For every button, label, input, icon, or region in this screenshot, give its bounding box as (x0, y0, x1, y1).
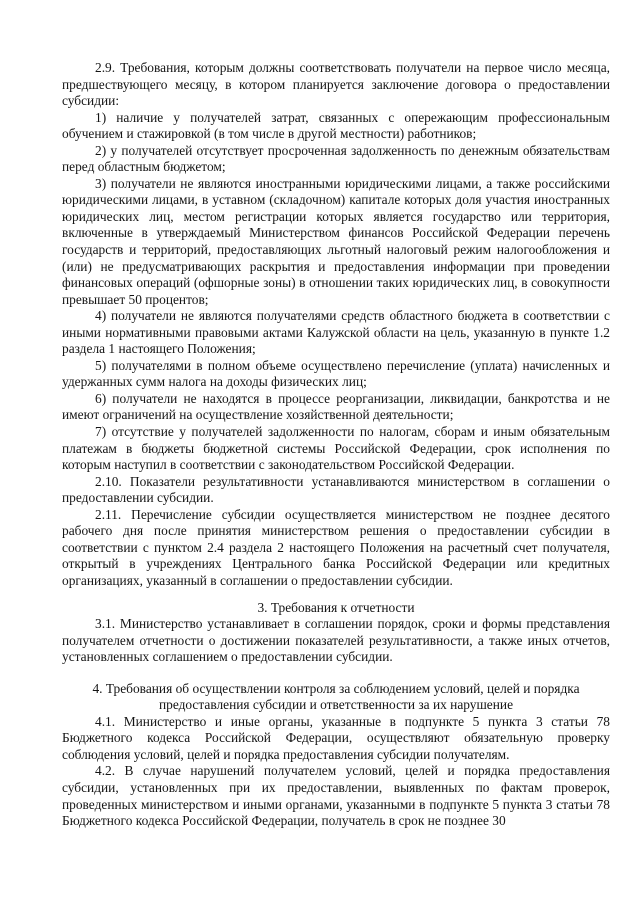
section-spacer (62, 666, 610, 681)
section-spacer (62, 590, 610, 600)
paragraph-2-9-item-6: 6) получатели не находятся в процессе реорганизации, ликвидации, банкротства и не имеют ограничений на осуществление хозяйственной деятельности; (62, 390, 610, 423)
paragraph-2-9-item-3: 3) получатели не являются иностранными юридическими лицами, а также российскими юридическими лицами, в уставном (складочном) капитале которых доля участия иностранных юридических лиц, местом регистрации которых является государство или территория, включенные в утверждаемый Министерством финансов Российской Федерации перечень государств и территорий, предоставляющих льготный налоговый режим налогообложения и (или) не предусматривающих раскрытия и предоставления информации при проведении финансовых операций (офшорные зоны) в отношении таких юридических лиц, в совокупности превышает 50 процентов; (62, 175, 610, 307)
paragraph-2-9-item-5: 5) получателями в полном объеме осуществлено перечисление (уплата) начисленных и удержанных сумм налога на доходы физических лиц; (62, 357, 610, 390)
paragraph-2-9-item-4: 4) получатели не являются получателями средств областного бюджета в соответствии с иными нормативными правовыми актами Калужской области на цель, указанную в пункте 1.2 раздела 1 настоящего Положения; (62, 308, 610, 357)
paragraph-2-10: 2.10. Показатели результативности устанавливаются министерством в соглашении о предоставлении субсидии. (62, 473, 610, 506)
paragraph-4-2: 4.2. В случае нарушений получателем условий, целей и порядка предоставления субсидии, установленных при их предоставлении, выявленных по фактам проверок, проведенных министерством и иными органами, указанными в подпункте 5 пункта 3 статьи 78 Бюджетного кодекса Российской Федерации, получатель в срок не позднее 30 (62, 763, 610, 829)
paragraph-2-9: 2.9. Требования, которым должны соответствовать получатели на первое число месяца, предшествующего месяцу, в котором планируется заключение договора о предоставлении субсидии: (62, 60, 610, 109)
paragraph-2-9-item-7: 7) отсутствие у получателей задолженности по налогам, сборам и иным обязательным платежам в бюджеты бюджетной системы Российской Федерации, срок исполнения по которым наступил в соответствии с законодательством Российской Федерации. (62, 424, 610, 473)
section-3-heading: 3. Требования к отчетности (257, 599, 415, 615)
paragraph-2-11: 2.11. Перечисление субсидии осуществляется министерством не позднее десятого рабочего дня после принятия министерством решения о предоставлении субсидии в соответствии с пунктом 2.4 раздела 2 настоящего Положения на расчетный счет получателя, открытый в учреждениях Центрального банка Российской Федерации или кредитных организациях, указанный в соглашении о предоставлении субсидии. (62, 506, 610, 588)
paragraph-2-9-item-2: 2) у получателей отсутствует просроченная задолженность по денежным обязательствам перед областным бюджетом; (62, 142, 610, 175)
document-page (62, 60, 610, 830)
section-4-heading: 4. Требования об осуществлении контроля за соблюдением условий, целей и порядка предоставления субсидии и ответственности за их нарушение (92, 680, 580, 713)
paragraph-2-9-item-1: 1) наличие у получателей затрат, связанных с опережающим профессиональным обучением и стажировкой (в том числе в другой местности) работников; (62, 109, 610, 142)
paragraph-4-1: 4.1. Министерство и иные органы, указанные в подпункте 5 пункта 3 статьи 78 Бюджетного кодекса Российской Федерации, осуществляют обязательную проверку соблюдения условий, целей и порядка предоставления субсидии получателям. (62, 713, 610, 762)
paragraph-3-1: 3.1. Министерство устанавливает в соглашении порядок, сроки и формы представления получателем отчетности о достижении показателей результативности, а также иных отчетов, установленных соглашением о предоставлении субсидии. (62, 616, 610, 665)
